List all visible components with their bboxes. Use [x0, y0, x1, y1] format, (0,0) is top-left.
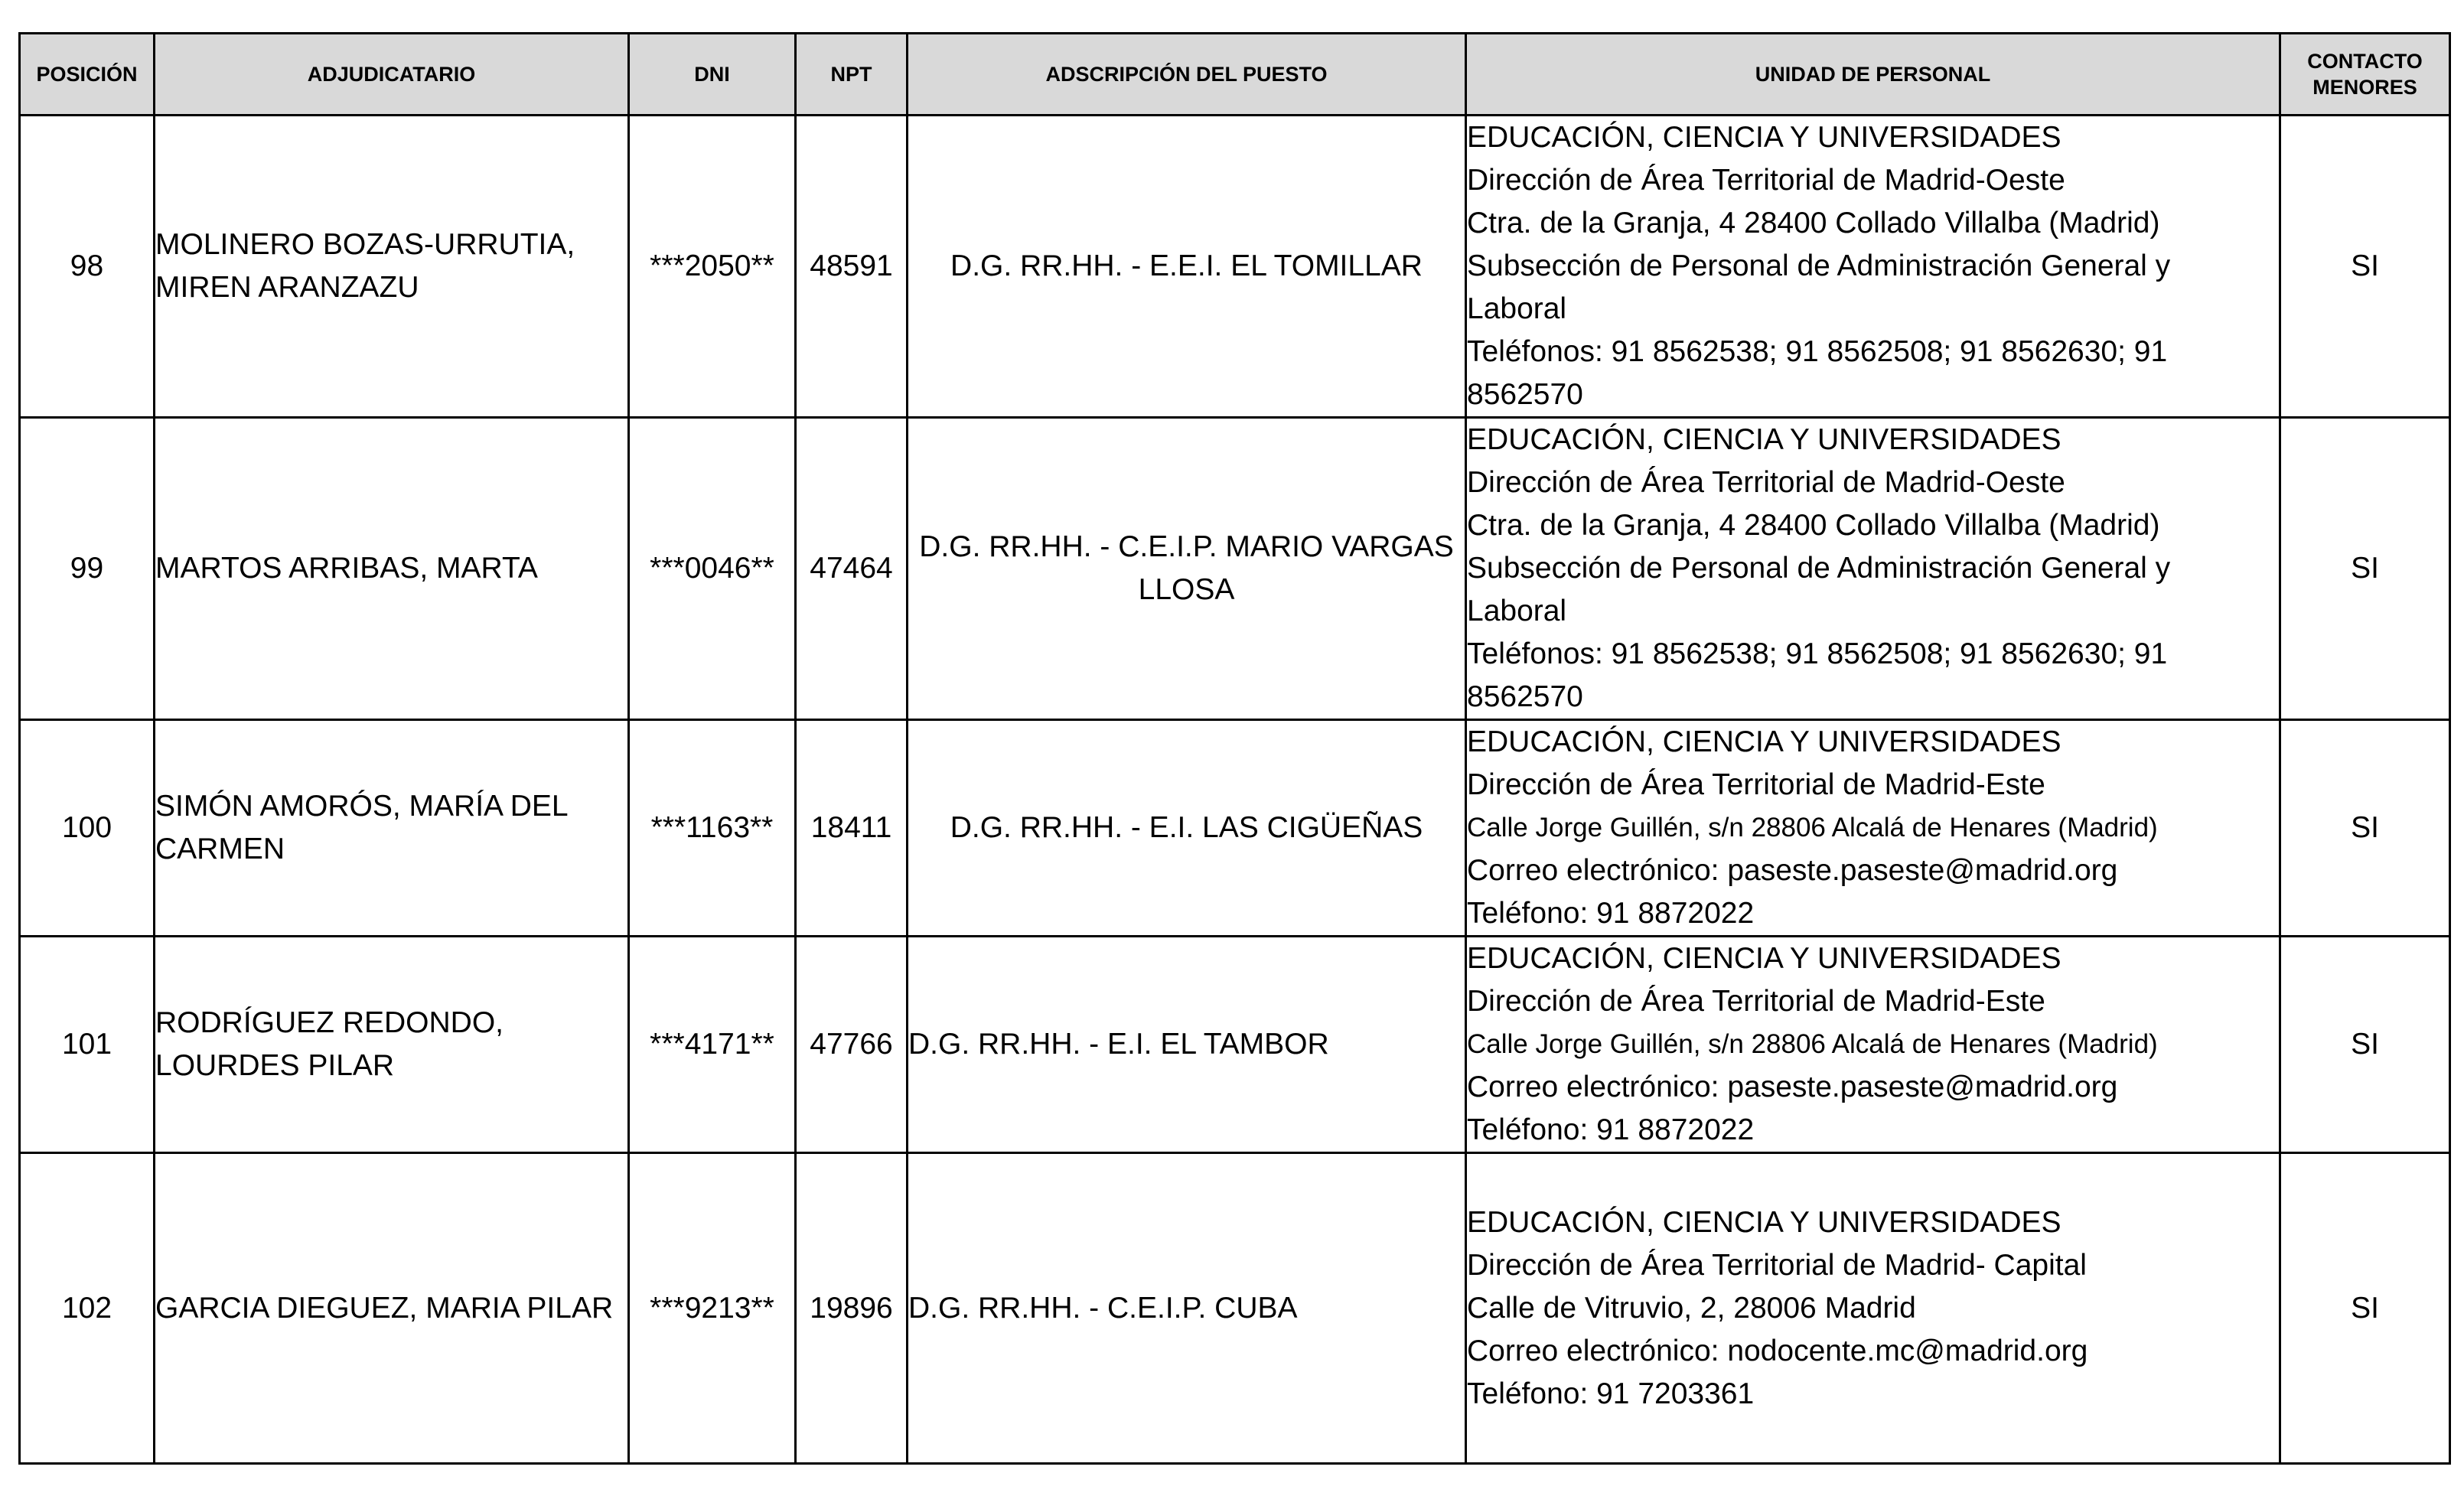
table-row [20, 116, 2450, 418]
npt-cell: 48591 [796, 116, 908, 418]
contacto-menores-cell: SI [2280, 418, 2450, 720]
header-contacto-line1: CONTACTO [2307, 50, 2423, 73]
unidad-personal-cell-line: Dirección de Área Territorial de Madrid-Oeste [1467, 164, 2065, 197]
unidad-personal-cell-line: 8562570 [1467, 378, 1583, 411]
unidad-personal-cell [1466, 720, 2280, 937]
contacto-menores-cell: SI [2280, 1153, 2450, 1464]
adscripcion-cell-line: D.G. RR.HH. - C.E.I.P. CUBA [908, 1291, 1298, 1325]
dni-cell: ***1163** [629, 720, 796, 937]
posicion-cell: 101 [20, 937, 155, 1153]
header-dni: DNI [629, 34, 796, 116]
header-adjudicatario: ADJUDICATARIO [155, 34, 629, 116]
adjudicatario-cell [155, 937, 629, 1153]
unidad-personal-cell-line: Teléfonos: 91 8562538; 91 8562508; 91 8562630; 91 [1467, 335, 2168, 368]
unidad-personal-cell-line: Calle Jorge Guillén, s/n 28806 Alcalá de Henares (Madrid) [1467, 1029, 2158, 1059]
posicion-cell: 102 [20, 1153, 155, 1464]
adscripcion-cell [908, 1153, 1466, 1464]
unidad-personal-cell [1466, 116, 2280, 418]
adjudicatario-cell-line: LOURDES PILAR [155, 1049, 395, 1082]
unidad-personal-cell-line: EDUCACIÓN, CIENCIA Y UNIVERSIDADES [1467, 725, 2061, 758]
unidad-personal-cell-line: Dirección de Área Territorial de Madrid-Este [1467, 768, 2045, 801]
unidad-personal-cell-line: Dirección de Área Territorial de Madrid- Capital [1467, 1248, 2087, 1282]
unidad-personal-cell-line: Teléfono: 91 7203361 [1467, 1377, 1755, 1410]
unidad-personal-cell-line: EDUCACIÓN, CIENCIA Y UNIVERSIDADES [1467, 423, 2061, 456]
header-contacto-line2: MENORES [2312, 76, 2417, 99]
unidad-personal-cell-line: Calle de Vitruvio, 2, 28006 Madrid [1467, 1291, 1916, 1325]
unidad-personal-cell-line: Dirección de Área Territorial de Madrid-Este [1467, 985, 2045, 1018]
unidad-personal-cell-line: Correo electrónico: paseste.paseste@madrid.org [1467, 854, 2118, 887]
header-unidad: UNIDAD DE PERSONAL [1466, 34, 2280, 116]
unidad-personal-cell-line: Laboral [1467, 595, 1567, 627]
adscripcion-cell [908, 720, 1466, 937]
contacto-menores-cell: SI [2280, 116, 2450, 418]
adjudicatario-cell [155, 418, 629, 720]
table-body [20, 116, 2450, 1464]
adscripcion-cell-line: D.G. RR.HH. - E.I. EL TAMBOR [908, 1028, 1329, 1061]
unidad-personal-cell-line: Teléfono: 91 8872022 [1467, 897, 1755, 930]
adjudicaciones-table [18, 32, 2451, 1465]
npt-cell: 47464 [796, 418, 908, 720]
dni-cell: ***2050** [629, 116, 796, 418]
unidad-personal-cell-line: Subsección de Personal de Administración General y [1467, 552, 2171, 585]
table-row [20, 418, 2450, 720]
adscripcion-cell-line: D.G. RR.HH. - E.I. LAS CIGÜEÑAS [950, 811, 1423, 844]
unidad-personal-cell [1466, 1153, 2280, 1464]
adjudicatario-cell-line: MARTOS ARRIBAS, MARTA [155, 552, 538, 585]
document-page [18, 32, 2449, 1465]
header-npt: NPT [796, 34, 908, 116]
adscripcion-cell-line: LLOSA [1138, 573, 1235, 606]
adjudicatario-cell [155, 720, 629, 937]
posicion-cell: 99 [20, 418, 155, 720]
adscripcion-cell-line: D.G. RR.HH. - C.E.I.P. MARIO VARGAS [919, 530, 1454, 563]
table-row [20, 937, 2450, 1153]
header-row [20, 34, 2450, 116]
unidad-personal-cell-line: Laboral [1467, 292, 1567, 325]
unidad-personal-cell-line: Correo electrónico: paseste.paseste@madrid.org [1467, 1071, 2118, 1103]
unidad-personal-cell [1466, 937, 2280, 1153]
unidad-personal-cell-line: EDUCACIÓN, CIENCIA Y UNIVERSIDADES [1467, 942, 2061, 975]
unidad-personal-cell-line: Calle Jorge Guillén, s/n 28806 Alcalá de Henares (Madrid) [1467, 813, 2158, 842]
unidad-personal-cell-line: 8562570 [1467, 680, 1583, 713]
adscripcion-cell [908, 418, 1466, 720]
header-adscripcion: ADSCRIPCIÓN DEL PUESTO [908, 34, 1466, 116]
npt-cell: 19896 [796, 1153, 908, 1464]
adscripcion-cell [908, 937, 1466, 1153]
adjudicatario-cell-line: MOLINERO BOZAS-URRUTIA, [155, 228, 575, 261]
adjudicatario-cell-line: MIREN ARANZAZU [155, 271, 419, 304]
unidad-personal-cell-line: Ctra. de la Granja, 4 28400 Collado Villalba (Madrid) [1467, 207, 2160, 240]
dni-cell: ***0046** [629, 418, 796, 720]
adjudicatario-cell-line: GARCIA DIEGUEZ, MARIA PILAR [155, 1291, 614, 1325]
unidad-personal-cell-line: Ctra. de la Granja, 4 28400 Collado Villalba (Madrid) [1467, 509, 2160, 542]
adjudicatario-cell-line: RODRÍGUEZ REDONDO, [155, 1006, 504, 1039]
unidad-personal-cell-line: Teléfonos: 91 8562538; 91 8562508; 91 8562630; 91 [1467, 637, 2168, 670]
table-row [20, 1153, 2450, 1464]
npt-cell: 47766 [796, 937, 908, 1153]
posicion-cell: 98 [20, 116, 155, 418]
adjudicatario-cell-line: SIMÓN AMORÓS, MARÍA DEL [155, 790, 569, 823]
contacto-menores-cell: SI [2280, 720, 2450, 937]
header-contacto-menores [2280, 34, 2450, 116]
header-posicion: POSICIÓN [20, 34, 155, 116]
adscripcion-cell-line: D.G. RR.HH. - E.E.I. EL TOMILLAR [950, 249, 1423, 282]
unidad-personal-cell-line: EDUCACIÓN, CIENCIA Y UNIVERSIDADES [1467, 1205, 2061, 1239]
unidad-personal-cell-line: EDUCACIÓN, CIENCIA Y UNIVERSIDADES [1467, 121, 2061, 154]
posicion-cell: 100 [20, 720, 155, 937]
adjudicatario-cell [155, 116, 629, 418]
adjudicatario-cell [155, 1153, 629, 1464]
unidad-personal-cell-line: Correo electrónico: nodocente.mc@madrid.org [1467, 1334, 2088, 1367]
unidad-personal-cell-line: Teléfono: 91 8872022 [1467, 1113, 1755, 1146]
adscripcion-cell [908, 116, 1466, 418]
unidad-personal-cell-line: Dirección de Área Territorial de Madrid-Oeste [1467, 466, 2065, 499]
unidad-personal-cell-line: Subsección de Personal de Administración General y [1467, 249, 2171, 282]
adjudicatario-cell-line: CARMEN [155, 833, 285, 865]
dni-cell: ***4171** [629, 937, 796, 1153]
npt-cell: 18411 [796, 720, 908, 937]
unidad-personal-cell [1466, 418, 2280, 720]
contacto-menores-cell: SI [2280, 937, 2450, 1153]
table-row [20, 720, 2450, 937]
dni-cell: ***9213** [629, 1153, 796, 1464]
